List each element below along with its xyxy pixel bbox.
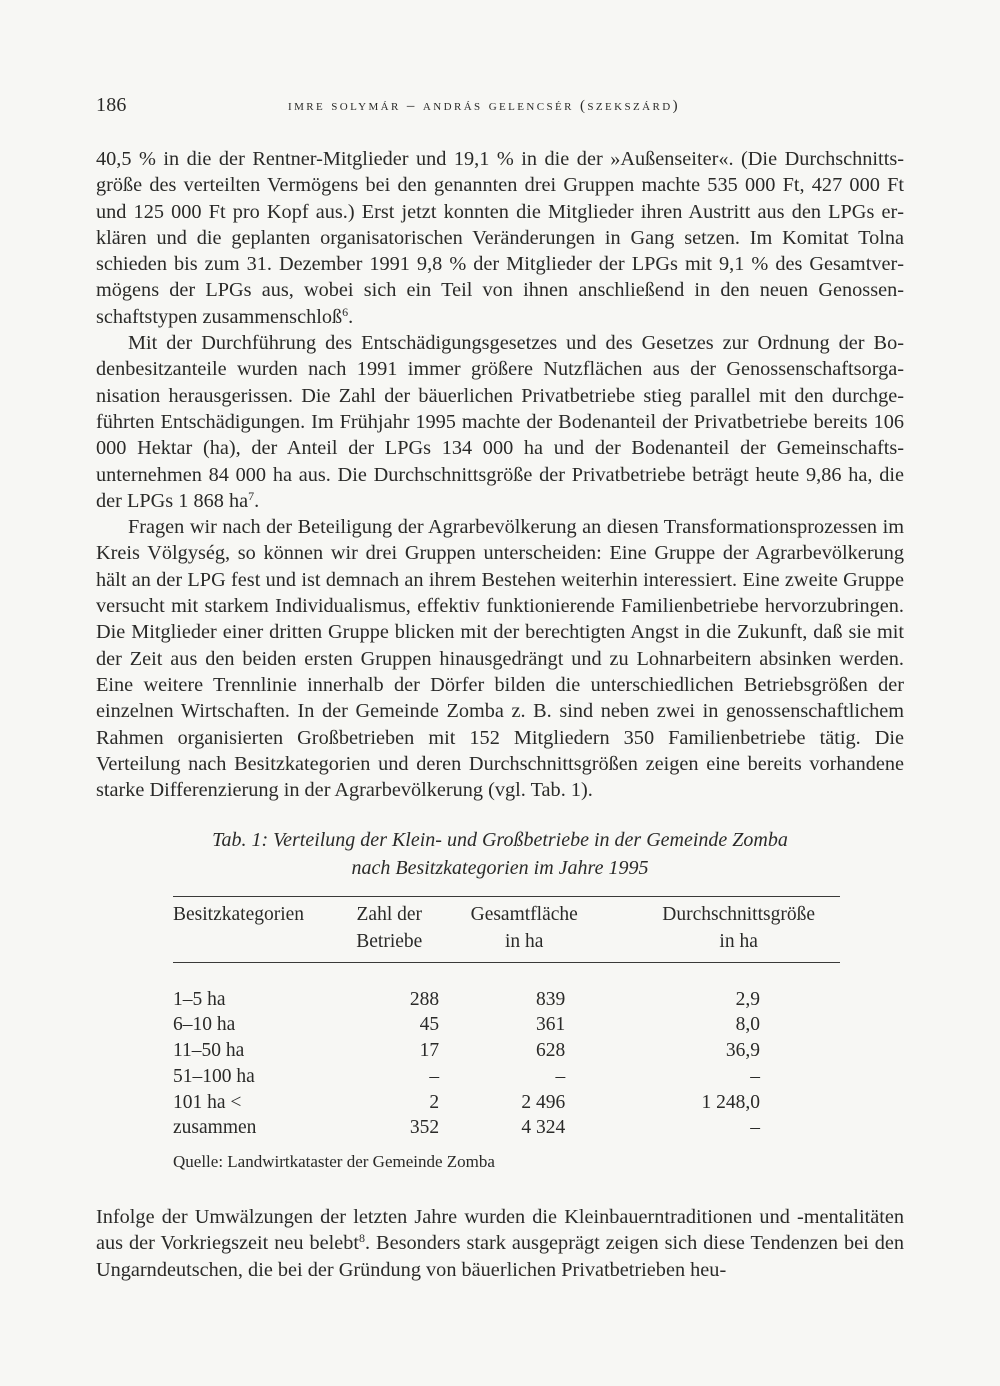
- cell-flaeche: 4 324: [521, 1117, 566, 1139]
- paragraph-4-text: Infolge der Umwälzungen der letzten Jahre wurden die Kleinbauerntraditionen und -mentalitäten aus der Vorkriegszeit neu belebt: [96, 1206, 904, 1255]
- header-flaeche-line-2: in ha: [504, 931, 544, 952]
- paragraph-2-text: Mit der Durchführung des Entschädigungsgesetzes und des Gesetzes zur Ordnung der Bodenbesitzanteile wurden nach 1991 immer größere Nutzflächen aus der Genossenschaftsorganisation herausgerissen. Die Zahl der bäuerlichen Privatbetriebe stieg parallel mit den durchgeführten Entschädigungen. Im Frühjahr 1995 machte der Bodenanteil der Privatbetriebe bereits 106 000 Hektar (ha), der Anteil der LPGs 134 000 ha und der Bodenanteil der Gemeinschaftsunternehmen 84 000 ha aus. Die Durchschnittsgröße der Privatbetriebe beträgt heute 9,86 ha, die der LPGs 1 868 ha: [96, 332, 904, 512]
- header-kategorie: Besitzkategorien: [173, 904, 305, 925]
- cell-flaeche: 628: [536, 1040, 566, 1062]
- body-text-upper: [96, 146, 904, 803]
- cell-zahl: 352: [409, 1117, 440, 1139]
- cell-zahl: 288: [409, 988, 440, 1010]
- paragraph-2-end: .: [254, 489, 260, 512]
- paragraph-1-text: 40,5 % in die der Rentner-Mitglieder und 19,1 % in die der »Außenseiter«. (Die Durchschnittsgröße des verteilten Vermögens bei den genannten drei Gruppen machte 535 000 Ft, 427 000 Ft und 125 000 Ft pro Kopf aus.) Erst jetzt konnten die Mitglieder ihren Austritt aus den LPGs erklären und die geplanten organisatorischen Veränderungen in Gang setzen. Im Komitat Tolna schieden bis zum 31. Dezember 1991 9,8 % der Mitglieder der LPGs mit 9,1 % des Gesamtvermögens der LPGs aus, wobei sich ein Teil von ihnen anschließend in den neuen Genossenschaftstypen zusammenschloß: [96, 148, 904, 328]
- footnote-ref-8[interactable]: 8: [359, 1231, 366, 1246]
- footnote-ref-6[interactable]: 6: [342, 304, 349, 319]
- header-flaeche-line-1: Gesamtfläche: [470, 904, 578, 925]
- cell-durchschnitt: –: [750, 1065, 760, 1087]
- table-header-row: [173, 901, 840, 961]
- data-table: [173, 901, 840, 1141]
- cell-zahl: 2: [429, 1091, 440, 1113]
- cell-flaeche: 839: [536, 988, 566, 1010]
- paragraph-3: Fragen wir nach der Beteiligung der Agrarbevölkerung an diesen Transformationsprozessen im Kreis Völgység, so können wir drei Gruppen unterscheiden: Eine Gruppe der Agrarbevölkerung hält an der LPG fest und ist demnach an ihrem Bestehen weiterhin interessiert. Eine zweite Gruppe versucht mit starkem Individualismus, effektiv funktionierende Familienbetriebe hervorzubringen. Die Mitglieder einer dritten Gruppe blicken mit der berechtigten Angst in die Zukunft, daß sie mit der Zeit aus den beiden ersten Gruppen hinausgedrängt und zu Lohnarbeitern absinken werden. Eine weitere Trennlinie innerhalb der Dörfer bilden die unterschiedlichen Betriebsgrößen der einzelnen Wirtschaften. In der Gemeinde Zomba z. B. sind neben zwei in genossenschaftlichem Rahmen organisierten Großbetrieben mit 152 Mitgliedern 350 Familienbetriebe tätig. Die Verteilung nach Besitzkategorien und deren Durchschnittsgrößen zeigen eine bereits vorhandene starke Differenzierung in der Agrarbevölkerung (vgl. Tab. 1).: [96, 516, 904, 802]
- header-durchschnitt-line-1: Durchschnittsgröße: [662, 904, 815, 925]
- paragraph-1: [96, 146, 904, 330]
- header-zahl-line-2: Betriebe: [356, 931, 423, 952]
- paragraph-4: [96, 1204, 904, 1283]
- header-zahl-line-1: Zahl der: [356, 904, 423, 925]
- cell-flaeche: –: [555, 1065, 566, 1087]
- table-row: [173, 987, 840, 1013]
- running-head: imre solymár – andrás gelencsér (szekszárd): [288, 98, 680, 114]
- cell-zahl: 45: [419, 1014, 440, 1036]
- cell-durchschnitt: 36,9: [725, 1040, 760, 1062]
- cell-zahl: –: [429, 1065, 440, 1087]
- cell-flaeche: 2 496: [521, 1091, 566, 1113]
- header-zahl: [337, 901, 441, 961]
- header-durchschnitt: [607, 901, 840, 961]
- table-row: [173, 1012, 840, 1038]
- table-row: [173, 1115, 840, 1141]
- page-number: 186: [96, 94, 127, 116]
- table-top-rule: [173, 896, 840, 897]
- cell-durchschnitt: 8,0: [735, 1014, 760, 1036]
- table-source: Quelle: Landwirtkataster der Gemeinde Zomba: [173, 1152, 495, 1171]
- table-caption: [96, 826, 904, 882]
- body-text-lower: [96, 1204, 904, 1283]
- table-spacer: [173, 961, 840, 987]
- header-flaeche: [441, 901, 607, 961]
- cell-kategorie: zusammen: [173, 1117, 257, 1139]
- table-row: [173, 1090, 840, 1116]
- cell-kategorie: 101 ha <: [173, 1091, 242, 1113]
- footnote-ref-7[interactable]: 7: [248, 488, 255, 503]
- cell-durchschnitt: –: [750, 1117, 760, 1139]
- cell-zahl: 17: [419, 1040, 440, 1062]
- paragraph-2: [96, 330, 904, 514]
- table-caption-line-2: nach Besitzkategorien im Jahre 1995: [351, 857, 649, 879]
- table-caption-line-1: Tab. 1: Verteilung der Klein- und Großbetriebe in der Gemeinde Zomba: [212, 829, 788, 851]
- cell-kategorie: 1–5 ha: [173, 988, 226, 1010]
- cell-kategorie: 6–10 ha: [173, 1014, 236, 1036]
- table-row: [173, 1038, 840, 1064]
- cell-kategorie: 11–50 ha: [173, 1040, 245, 1062]
- cell-durchschnitt: 2,9: [735, 988, 760, 1010]
- cell-flaeche: 361: [536, 1014, 566, 1036]
- paragraph-1-end: .: [348, 305, 354, 328]
- header-durchschnitt-line-2: in ha: [719, 931, 758, 952]
- paragraph-4-text-cont: . Besonders stark ausgeprägt zeigen sich diese Tendenzen bei den Ungarndeutschen, die bei der Gründung von bäuerlichen Privatbetrieben heu-: [96, 1232, 904, 1281]
- table-row: [173, 1064, 840, 1090]
- cell-kategorie: 51–100 ha: [173, 1065, 255, 1087]
- cell-durchschnitt: 1 248,0: [701, 1091, 760, 1113]
